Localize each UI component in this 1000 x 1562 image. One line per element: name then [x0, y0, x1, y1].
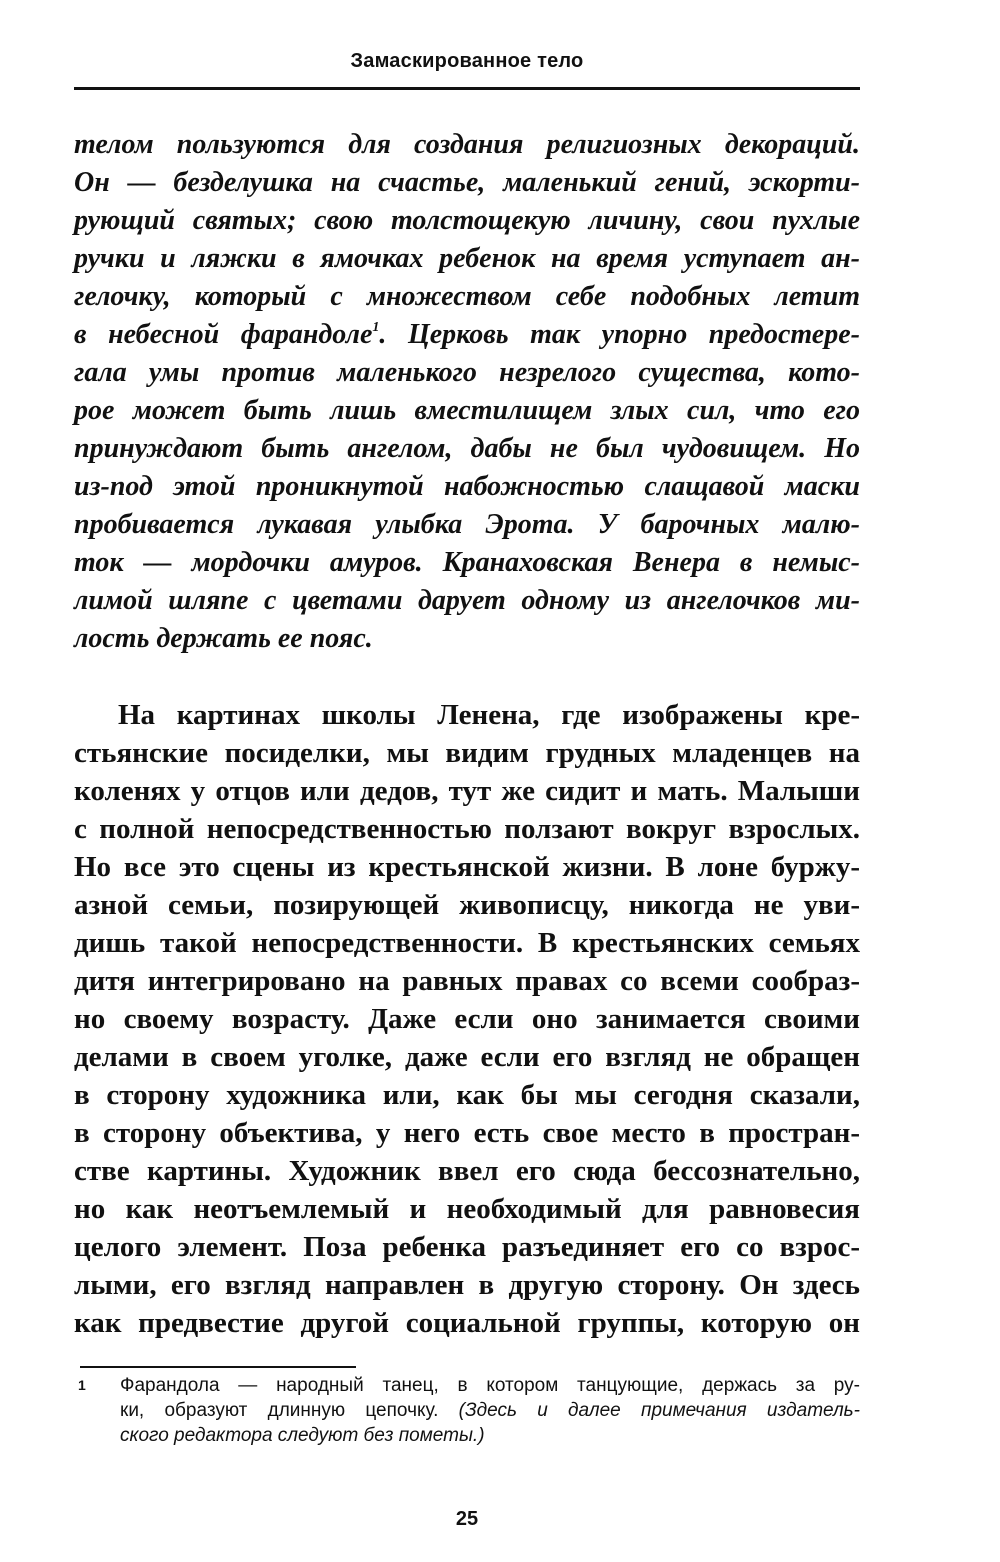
footnote-line-part-italic: (Здесь и далее примечания издатель-	[458, 1400, 860, 1421]
text-line: гала умы против маленького незрелого существа, кото-	[74, 357, 860, 388]
text-line: рое может быть лишь вместилищем злых сил, что его	[74, 395, 860, 426]
text-line-with-footnote-ref	[74, 317, 860, 353]
text-line: пробивается лукавая улыбка Эрота. У барочных малю-	[74, 509, 860, 540]
text-line: гелочку, который с множеством себе подобных летит	[74, 281, 860, 312]
text-line-part: в небесной фарандоле	[74, 319, 373, 350]
text-line: принуждают быть ангелом, дабы не был чудовищем. Но	[74, 433, 860, 464]
footnote-reference: 1	[372, 320, 380, 335]
text-line: с полной непосредственностью ползают вокруг взрослых.	[74, 813, 860, 845]
text-line: из-под этой проникнутой набожностью слащавой маски	[74, 471, 860, 502]
text-line: стьянские посиделки, мы видим грудных младенцев на	[74, 737, 860, 769]
text-line: целого элемент. Поза ребенка разъединяет его со взрос-	[74, 1231, 860, 1263]
text-line-part: . Церковь так упорно предостере-	[379, 319, 860, 350]
text-line: дишь такой непосредственности. В крестьянских семьях	[74, 927, 860, 959]
text-line: азной семьи, позирующей живописцу, никогда не уви-	[74, 889, 860, 921]
text-line: рующий святых; свою толстощекую личину, свои пухлые	[74, 205, 860, 236]
text-line: но как неотъемлемый и необходимый для равновесия	[74, 1193, 860, 1225]
text-line: дитя интегрировано на равных правах со всеми сообраз-	[74, 965, 860, 997]
text-line: в сторону художника или, как бы мы сегодня сказали,	[74, 1079, 860, 1111]
text-line: в сторону объектива, у него есть свое место в простран-	[74, 1117, 860, 1149]
text-line: коленях у отцов или дедов, тут же сидит и мать. Малыши	[74, 775, 860, 807]
footnote-line: ского редактора следуют без пометы.)	[120, 1425, 485, 1446]
text-line: телом пользуются для создания религиозных декораций.	[74, 129, 860, 160]
footnote-rule	[80, 1366, 356, 1368]
text-line: стве картины. Художник ввел его сюда бессознательно,	[74, 1155, 860, 1187]
header-rule	[74, 87, 860, 90]
text-line: лость держать ее пояс.	[74, 623, 373, 654]
text-line: ручки и ляжки в ямочках ребенок на время уступает ан-	[74, 243, 860, 274]
footnote-line	[120, 1398, 860, 1423]
footnote-mark: 1	[78, 1377, 86, 1393]
text-line: Он — безделушка на счастье, маленький гений, эскорти-	[74, 167, 860, 198]
text-line: но своему возрасту. Даже если оно занимается своими	[74, 1003, 860, 1035]
page-number: 25	[455, 1508, 479, 1530]
text-line: ток — мордочки амуров. Кранаховская Венера в немыс-	[74, 547, 860, 578]
running-header: Замаскированное тело	[350, 50, 584, 72]
text-line: делами в своем уголке, даже если его взгляд не обращен	[74, 1041, 860, 1073]
footnote-line: Фарандола — народный танец, в котором танцующие, держась за ру-	[120, 1375, 860, 1396]
text-line: На картинах школы Ленена, где изображены кре-	[118, 699, 860, 731]
text-line: Но все это сцены из крестьянской жизни. В лоне буржу-	[74, 851, 860, 883]
footnote-line-part: ки, образуют длинную цепочку.	[120, 1400, 459, 1421]
text-line: лимой шляпе с цветами дарует одному из ангелочков ми-	[74, 585, 860, 616]
text-line: как предвестие другой социальной группы, которую он	[74, 1307, 860, 1339]
text-line: лыми, его взгляд направлен в другую сторону. Он здесь	[74, 1269, 860, 1301]
